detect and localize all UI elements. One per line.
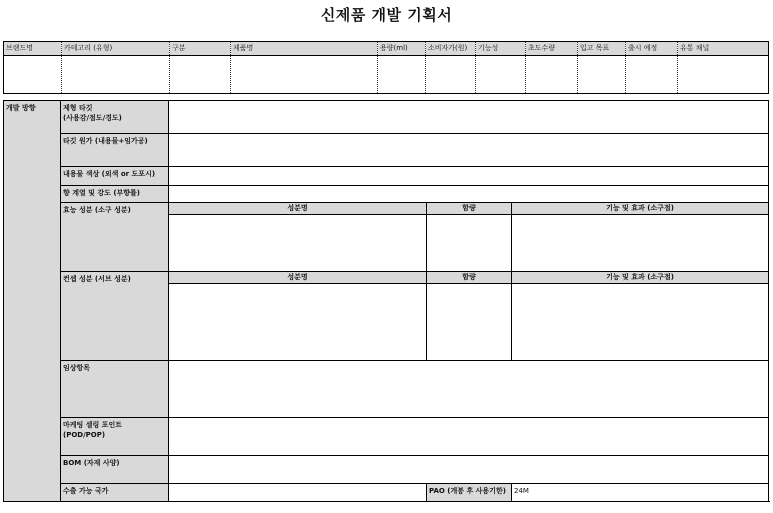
- concept-ingredient-name-field[interactable]: [169, 284, 427, 361]
- volume-field[interactable]: [378, 56, 426, 94]
- product-info-table: [3, 41, 769, 94]
- efficacy-content-field[interactable]: [427, 215, 512, 272]
- distribution-channel-field[interactable]: [678, 56, 769, 94]
- target-texture-field[interactable]: [169, 101, 769, 134]
- stock-target-field[interactable]: [578, 56, 626, 94]
- fragrance-field[interactable]: [169, 186, 769, 203]
- header-category: 카테고리 (유형): [62, 42, 170, 56]
- marketing-point-label: 마케팅 셀링 포인트 (POD/POP): [61, 418, 169, 456]
- bom-label: BOM (자재 사양): [61, 456, 169, 484]
- target-texture-label: 제형 타깃 (사용감/점도/경도): [61, 101, 169, 134]
- page-title: 신제품 개발 기획서: [320, 6, 453, 24]
- efficacy-function-field[interactable]: [512, 215, 769, 272]
- content-color-field[interactable]: [169, 167, 769, 186]
- efficacy-ingredient-name-field[interactable]: [169, 215, 427, 272]
- header-initial-quantity: 초도수량: [526, 42, 578, 56]
- efficacy-function-header: 기능 및 효과 (소구점): [512, 203, 769, 215]
- bom-field[interactable]: [169, 456, 769, 484]
- retail-price-field[interactable]: [426, 56, 476, 94]
- concept-function-header: 기능 및 효과 (소구점): [512, 272, 769, 284]
- efficacy-ingredient-name-header: 성분명: [169, 203, 427, 215]
- product-name-field[interactable]: [231, 56, 378, 94]
- header-product-name: 제품명: [231, 42, 378, 56]
- concept-content-header: 함량: [427, 272, 512, 284]
- category-label: 개발 방향: [4, 101, 61, 502]
- header-distribution-channel: 유통 채널: [678, 42, 769, 56]
- division-field[interactable]: [170, 56, 231, 94]
- header-division: 구분: [170, 42, 231, 56]
- clinical-items-field[interactable]: [169, 361, 769, 418]
- pao-label: PAO (개봉 후 사용기한): [427, 484, 512, 502]
- export-country-label: 수출 가능 국가: [61, 484, 169, 502]
- concept-function-field[interactable]: [512, 284, 769, 361]
- target-cost-label: 타깃 원가 (내용물+임가공): [61, 134, 169, 167]
- concept-ingredient-label: 컨셉 성분 (서브 성분): [61, 272, 169, 361]
- header-release-plan: 출시 예정: [626, 42, 678, 56]
- initial-quantity-field[interactable]: [526, 56, 578, 94]
- concept-ingredient-name-header: 성분명: [169, 272, 427, 284]
- marketing-point-field[interactable]: [169, 418, 769, 456]
- clinical-items-label: 임상항목: [61, 361, 169, 418]
- header-retail-price: 소비자가(원): [426, 42, 476, 56]
- brand-field[interactable]: [4, 56, 62, 94]
- concept-content-field[interactable]: [427, 284, 512, 361]
- header-stock-target: 입고 목표: [578, 42, 626, 56]
- content-color-label: 내용물 색상 (외색 or 도포시): [61, 167, 169, 186]
- header-volume: 용량(ml): [378, 42, 426, 56]
- efficacy-ingredient-label: 효능 성분 (소구 성분): [61, 203, 169, 272]
- category-field[interactable]: [62, 56, 170, 94]
- release-plan-field[interactable]: [626, 56, 678, 94]
- pao-value[interactable]: 24M: [512, 484, 769, 502]
- target-cost-field[interactable]: [169, 134, 769, 167]
- efficacy-content-header: 함량: [427, 203, 512, 215]
- functional-field[interactable]: [476, 56, 526, 94]
- header-brand: 브랜드명: [4, 42, 62, 56]
- development-direction-table: [3, 100, 769, 502]
- header-functional: 기능성: [476, 42, 526, 56]
- fragrance-label: 향 계열 및 강도 (부향률): [61, 186, 169, 203]
- export-country-field[interactable]: [169, 484, 427, 502]
